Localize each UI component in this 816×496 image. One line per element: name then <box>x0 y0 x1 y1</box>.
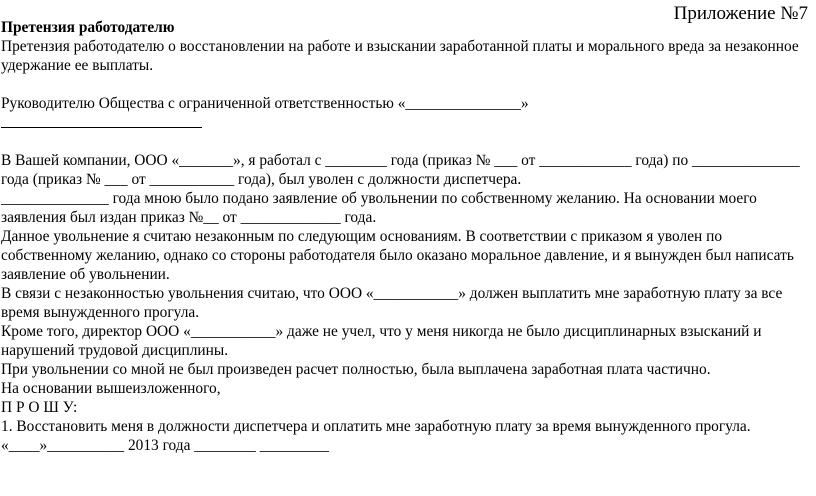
paragraph-resignation-request: ______________ года мною было подано заявление об увольнении по собственному желанию. На основании моего заявления был издан приказ №__ от _____________ года. <box>1 190 757 226</box>
paragraph-illegal-dismissal: Данное увольнение я считаю незаконным по следующим основаниям. В соответствии с приказом я уволен по собственному желанию, однако со стороны работодателя было оказано моральное давление, и я вынужден был написать заявление об увольнении. <box>1 228 794 283</box>
document-subtitle: Претензия работодателю о восстановлении на работе и взыскании заработанной платы и морального вреда за незаконное удержание ее выплаты. <box>1 38 799 74</box>
appendix-label: Приложение №7 <box>673 3 808 24</box>
request-item-1: 1. Восстановить меня в должности диспетчера и оплатить мне заработную плату за время вынужденного прогула. <box>1 418 751 435</box>
paragraph-salary-claim: В связи с незаконностью увольнения считаю, что ООО «___________» должен выплатить мне заработную плату за все время вынужденного прогула. <box>1 285 783 321</box>
paragraph-partial-payment: При увольнении со мной не был произведен расчет полностью, была выплачена заработная плата частично. <box>1 361 711 378</box>
addressee-name-line <box>1 113 813 132</box>
date-signature-line: «____»__________ 2013 года ________ _________ <box>1 437 329 454</box>
spacer <box>1 75 813 94</box>
paragraph-employment: В Вашей компании, ООО «_______», я работал с ________ года (приказ № ___ от ____________ года) по ______________ года (приказ № ___ от ___________ года), был уволен с должности диспетчера. <box>1 152 800 188</box>
blank-underline <box>1 127 202 128</box>
document-body <box>1 18 813 455</box>
document-title: Претензия работодателю <box>1 19 175 36</box>
paragraph-based-on: На основании вышеизложенного, <box>1 380 221 397</box>
addressee-line: Руководителю Общества с ограниченной ответственностью «_______________» <box>1 95 529 112</box>
paragraph-request-heading: П Р О Ш У: <box>1 399 78 416</box>
spacer <box>1 132 813 151</box>
paragraph-no-disciplinary: Кроме того, директор ООО «___________» даже не учел, что у меня никогда не было дисциплинарных взысканий и нарушений трудовой дисциплины. <box>1 323 762 359</box>
